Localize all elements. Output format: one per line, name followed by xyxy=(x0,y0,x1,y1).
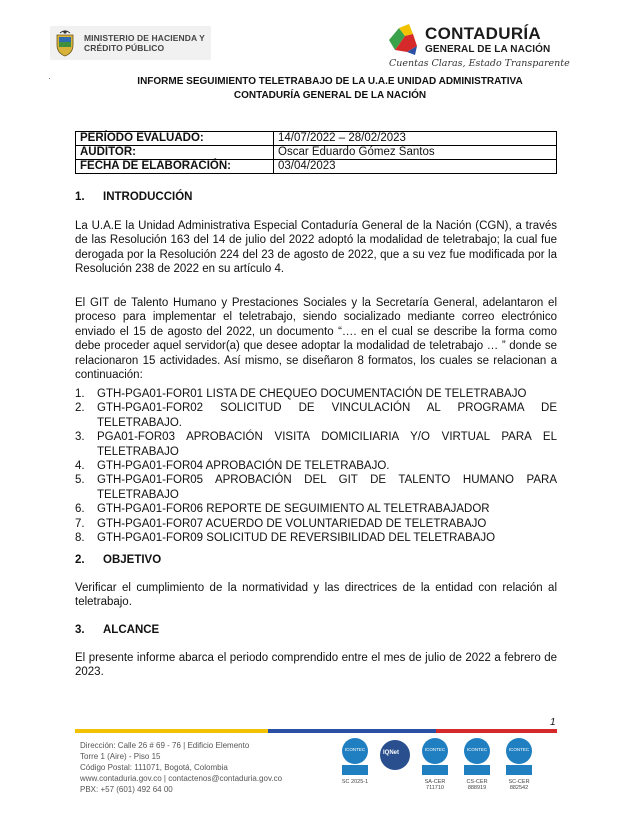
cert-code: SC-CER 882542 xyxy=(508,779,530,791)
table-row xyxy=(76,160,557,174)
list-item xyxy=(75,517,557,531)
list-item-text: GTH-PGA01-FOR01 LISTA DE CHEQUEO DOCUMENTACIÓN DE TELETRABAJO xyxy=(97,388,527,400)
list-item xyxy=(75,430,557,459)
list-item-number: 2. xyxy=(75,402,85,415)
footer-line: PBX: +57 (601) 492 64 00 xyxy=(80,785,173,794)
intro-paragraph-2: El GIT de Talento Humano y Prestaciones Sociales y la Secretaría General, adelantaron el proceso para implementar el teletrabajo, siendo socializado mediante correo electrónico enviado el 15 de agosto del 2022, un documento “…. en el cual se describe la forma como debe proceder aquel servidor(a) que desee adoptar la modalidad de teletrabajo … ” donde se relacionaron 15 actividades. Así mismo, se diseñaron 8 formatos, los cuales se relacionan a continuación: xyxy=(75,297,557,382)
list-item-text: GTH-PGA01-FOR07 ACUERDO DE VOLUNTARIEDAD DE TELETRABAJO xyxy=(97,517,487,530)
footer-address xyxy=(80,740,282,795)
list-item-number: 5. xyxy=(75,474,85,487)
footer-line: Código Postal: 111071, Bogotá, Colombia xyxy=(80,763,228,772)
list-item-number: 7. xyxy=(75,517,85,530)
bar-blue xyxy=(268,729,437,733)
footer-line: Torre 1 (Aire) - Piso 15 xyxy=(80,752,161,761)
cert-code: CS-CER 888919 xyxy=(466,779,488,791)
section-heading-introduccion xyxy=(75,191,192,203)
formats-list xyxy=(75,387,557,545)
cgn-subtitle: GENERAL DE LA NACIÓN xyxy=(425,44,551,55)
icontec-seal-1 xyxy=(340,738,370,785)
list-item-number: 6. xyxy=(75,503,85,516)
certification-seals xyxy=(340,738,560,800)
ministry-name-line1: MINISTERIO DE HACIENDA Y xyxy=(84,33,205,43)
list-item-text: GTH-PGA01-FOR06 REPORTE DE SEGUIMIENTO AL TELETRABAJADOR xyxy=(97,503,490,516)
table-row xyxy=(76,132,557,146)
auditor-value: Oscar Eduardo Gómez Santos xyxy=(274,146,557,160)
table-row xyxy=(76,146,557,160)
cgn-title: CONTADURÍA xyxy=(425,24,542,43)
list-item-number: 4. xyxy=(75,460,85,473)
list-item-text: PGA01-FOR03 APROBACIÓN VISITA DOMICILIARIA Y/O VIRTUAL PARA EL TELETRABAJO xyxy=(97,431,557,458)
list-item-number: 3. xyxy=(75,431,85,444)
cert-code: SA-CER 711710 xyxy=(424,779,446,791)
footer-color-bar xyxy=(75,729,557,733)
list-item xyxy=(75,502,557,516)
section-number: 3. xyxy=(75,624,85,636)
period-value: 14/07/2022 – 28/02/2023 xyxy=(274,132,557,146)
list-item xyxy=(75,473,557,502)
section-title: INTRODUCCIÓN xyxy=(103,191,193,203)
section-heading-objetivo xyxy=(75,554,161,566)
cgn-logo xyxy=(385,22,585,72)
alcance-paragraph: El presente informe abarca el periodo comprendido entre el mes de julio de 2022 a febrero de 2023. xyxy=(75,652,557,679)
period-label: PERÍODO EVALUADO: xyxy=(76,132,274,146)
list-item-text: GTH-PGA01-FOR04 APROBACIÓN DE TELETRABAJO. xyxy=(97,460,390,473)
page-number: 1 xyxy=(550,717,556,728)
auditor-label: AUDITOR: xyxy=(76,146,274,160)
list-item xyxy=(75,459,557,473)
report-title xyxy=(60,75,600,103)
cgn-emblem-icon xyxy=(385,22,421,56)
list-item-number: 8. xyxy=(75,532,85,545)
icontec-icon: ICONTEC xyxy=(422,738,448,764)
icontec-icon: ICONTEC xyxy=(506,738,532,764)
icontec-icon: ICONTEC xyxy=(464,738,490,764)
list-item-text: GTH-PGA01-FOR05 APROBACIÓN DEL GIT DE TALENTO HUMANO PARA TELETRABAJO xyxy=(97,474,557,501)
report-title-line1: INFORME SEGUIMIENTO TELETRABAJO DE LA U.A.E UNIDAD ADMINISTRATIVA xyxy=(137,76,523,87)
cgn-slogan: Cuentas Claras, Estado Transparente xyxy=(389,58,570,69)
decorative-dot: · xyxy=(48,74,51,83)
date-value: 03/04/2023 xyxy=(274,160,557,174)
report-info-table xyxy=(75,131,557,174)
bar-yellow xyxy=(75,729,268,733)
icontec-icon: ICONTEC xyxy=(342,738,368,764)
list-item xyxy=(75,531,557,545)
icontec-seal-3 xyxy=(462,738,492,791)
section-number: 2. xyxy=(75,554,85,566)
objetivo-paragraph: Verificar el cumplimiento de la normatividad y las directrices de la entidad con relación al teletrabajo. xyxy=(75,582,557,609)
section-heading-alcance xyxy=(75,624,159,636)
list-item xyxy=(75,401,557,430)
section-number: 1. xyxy=(75,191,85,203)
section-title: OBJETIVO xyxy=(103,554,162,566)
iqnet-label: IQNet xyxy=(383,750,400,756)
report-title-line2: CONTADURÍA GENERAL DE LA NACIÓN xyxy=(233,90,427,101)
section-title: ALCANCE xyxy=(103,624,160,636)
list-item-text: GTH-PGA01-FOR02 SOLICITUD DE VINCULACIÓN AL PROGRAMA DE TELETRABAJO. xyxy=(97,402,557,429)
ministry-logo xyxy=(50,26,211,60)
date-label: FECHA DE ELABORACIÓN: xyxy=(76,160,274,174)
cert-code: SC 2025-1 xyxy=(341,779,369,785)
list-item xyxy=(75,387,557,401)
footer-line: Dirección: Calle 26 # 69 - 76 | Edificio Elemento xyxy=(80,741,250,750)
intro-paragraph-1: La U.A.E la Unidad Administrativa Especial Contaduría General de la Nación (CGN), a través de las Resolución 163 del 14 de julio del 2022 adoptó la modalidad de teletrabajo; la cual fue derogada por la Resolución 224 del 23 de agosto de 2022, que a su vez fue modificada por la Resolución 238 de 2022 en su artículo 4. xyxy=(75,220,557,276)
list-item-number: 1. xyxy=(75,388,85,400)
ministry-name-line2: CRÉDITO PÚBLICO xyxy=(84,43,165,53)
list-item-text: GTH-PGA01-FOR09 SOLICITUD DE REVERSIBILIDAD DEL TELETRABAJO xyxy=(97,532,496,545)
footer-line[interactable]: www.contaduria.gov.co | contactenos@contaduria.gov.co xyxy=(80,774,283,783)
coat-of-arms-icon xyxy=(54,29,76,57)
icontec-seal-4 xyxy=(504,738,534,791)
bar-red xyxy=(436,729,557,733)
icontec-seal-2 xyxy=(420,738,450,791)
